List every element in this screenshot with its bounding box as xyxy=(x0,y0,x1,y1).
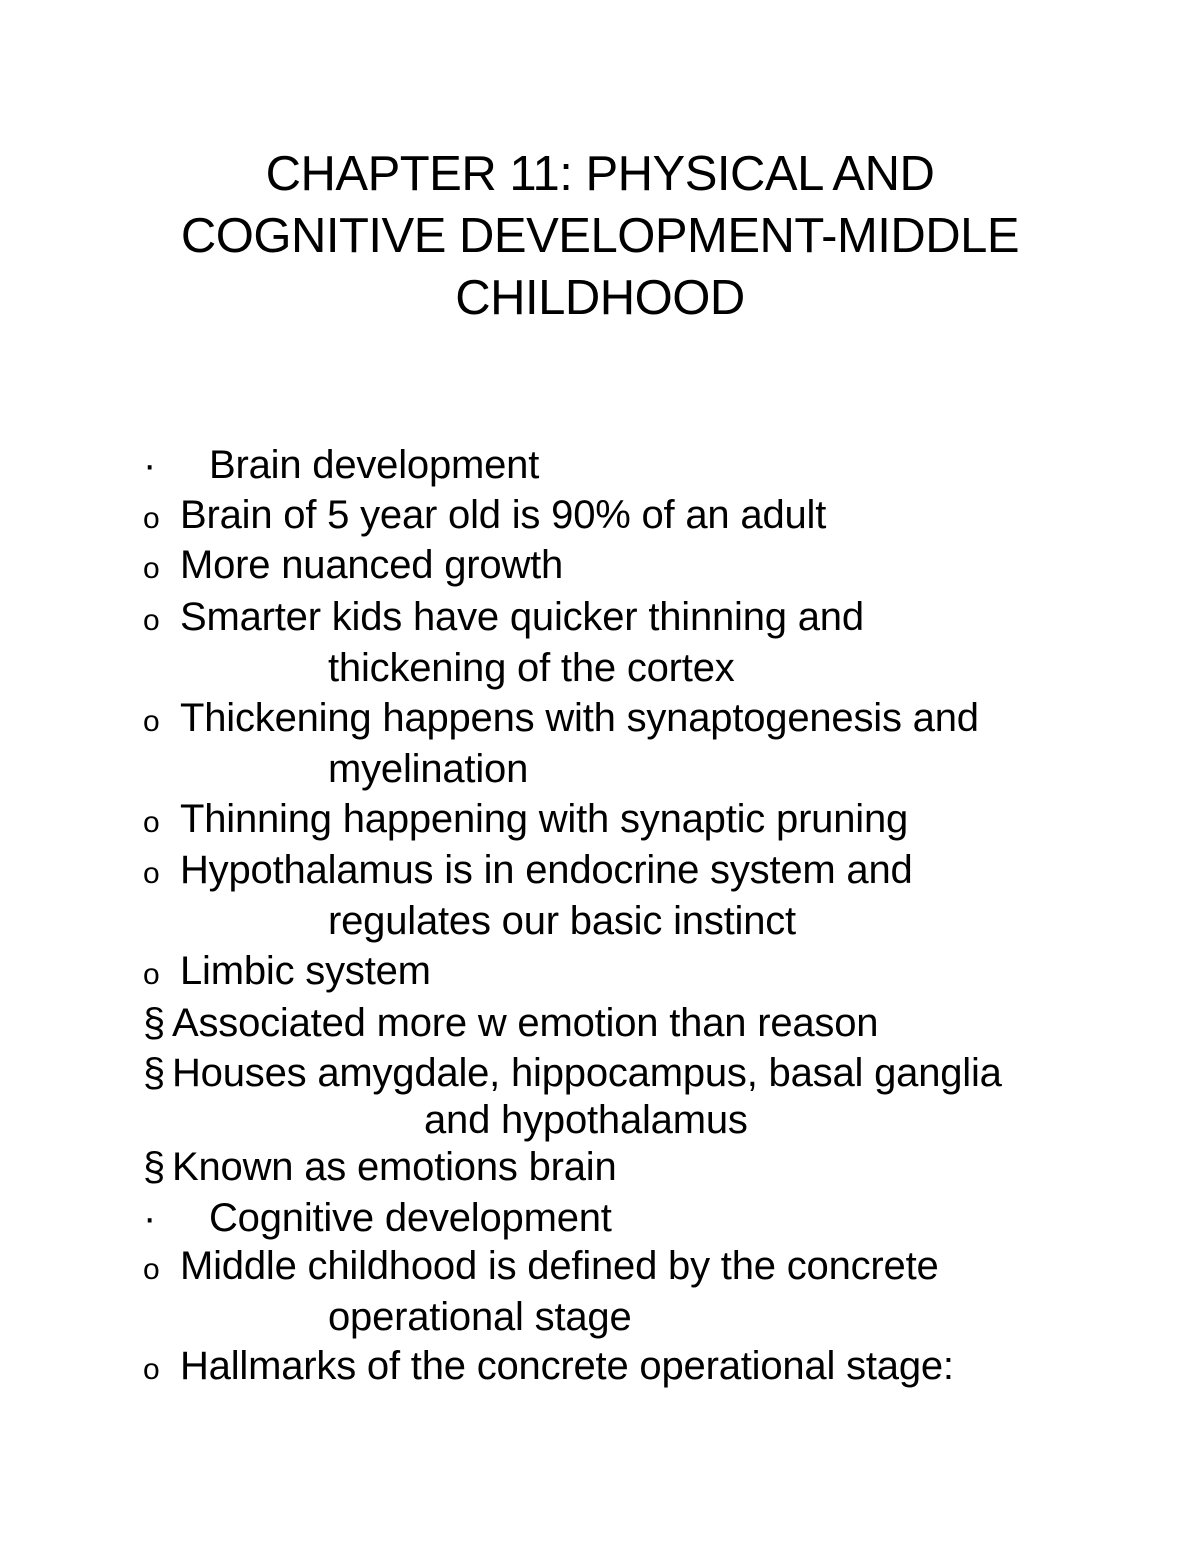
list-item-continuation xyxy=(328,643,735,693)
sub-list-item xyxy=(143,1142,617,1192)
bullet-heading xyxy=(143,440,539,490)
list-item xyxy=(143,845,913,899)
line-text: Hypothalamus is in endocrine system and xyxy=(180,848,913,892)
list-item xyxy=(143,946,431,1000)
list-item-continuation xyxy=(328,744,528,794)
line-text: Known as emotions brain xyxy=(172,1145,617,1189)
line-text: operational stage xyxy=(328,1295,632,1339)
section-sign-icon: § xyxy=(143,1145,166,1189)
circle-bullet-icon: o xyxy=(143,1353,160,1386)
bullet-dot-marker: · xyxy=(143,443,157,487)
circle-bullet-icon: o xyxy=(143,552,160,585)
list-item-continuation xyxy=(328,896,796,946)
line-text: Brain of 5 year old is 90% of an adult xyxy=(180,493,827,537)
circle-bullet-icon: o xyxy=(143,806,160,839)
line-text: Limbic system xyxy=(180,949,431,993)
line-text: regulates our basic instinct xyxy=(328,899,796,943)
list-item xyxy=(143,693,979,747)
line-text: More nuanced growth xyxy=(180,543,564,587)
list-item xyxy=(143,794,908,848)
line-text: Thickening happens with synaptogenesis and xyxy=(180,696,979,740)
line-text: Cognitive development xyxy=(209,1196,612,1240)
bullet-dot-marker: · xyxy=(143,1196,157,1240)
circle-bullet-icon: o xyxy=(143,857,160,890)
circle-bullet-icon: o xyxy=(143,958,160,991)
line-text: Smarter kids have quicker thinning and xyxy=(180,595,864,639)
line-text: Brain development xyxy=(209,443,540,487)
list-item xyxy=(143,1241,939,1295)
bullet-heading xyxy=(143,1193,612,1243)
chapter-title xyxy=(0,143,1200,329)
line-text: Houses amygdale, hippocampus, basal ganglia xyxy=(172,1051,1002,1095)
title-line-2: COGNITIVE DEVELOPMENT-MIDDLE xyxy=(180,209,1020,263)
line-text: Middle childhood is defined by the concrete xyxy=(180,1244,939,1288)
list-item xyxy=(143,540,563,594)
list-item xyxy=(143,592,864,646)
sub-list-item-continuation xyxy=(424,1095,748,1145)
title-line-3: CHILDHOOD xyxy=(455,271,745,325)
line-text: myelination xyxy=(328,747,529,791)
line-text: and hypothalamus xyxy=(424,1098,748,1142)
line-text: Thinning happening with synaptic pruning xyxy=(180,797,909,841)
circle-bullet-icon: o xyxy=(143,705,160,738)
sub-list-item xyxy=(143,998,878,1048)
list-item xyxy=(143,490,826,544)
circle-bullet-icon: o xyxy=(143,502,160,535)
sub-list-item xyxy=(143,1048,1002,1098)
line-text: thickening of the cortex xyxy=(328,646,735,690)
circle-bullet-icon: o xyxy=(143,1253,160,1286)
circle-bullet-icon: o xyxy=(143,604,160,637)
section-sign-icon: § xyxy=(143,1001,166,1045)
section-sign-icon: § xyxy=(143,1051,166,1095)
line-text: Associated more w emotion than reason xyxy=(172,1001,879,1045)
title-line-1: CHAPTER 11: PHYSICAL AND xyxy=(265,147,935,201)
line-text: Hallmarks of the concrete operational stage: xyxy=(180,1344,954,1388)
list-item xyxy=(143,1341,954,1395)
list-item-continuation xyxy=(328,1292,632,1342)
